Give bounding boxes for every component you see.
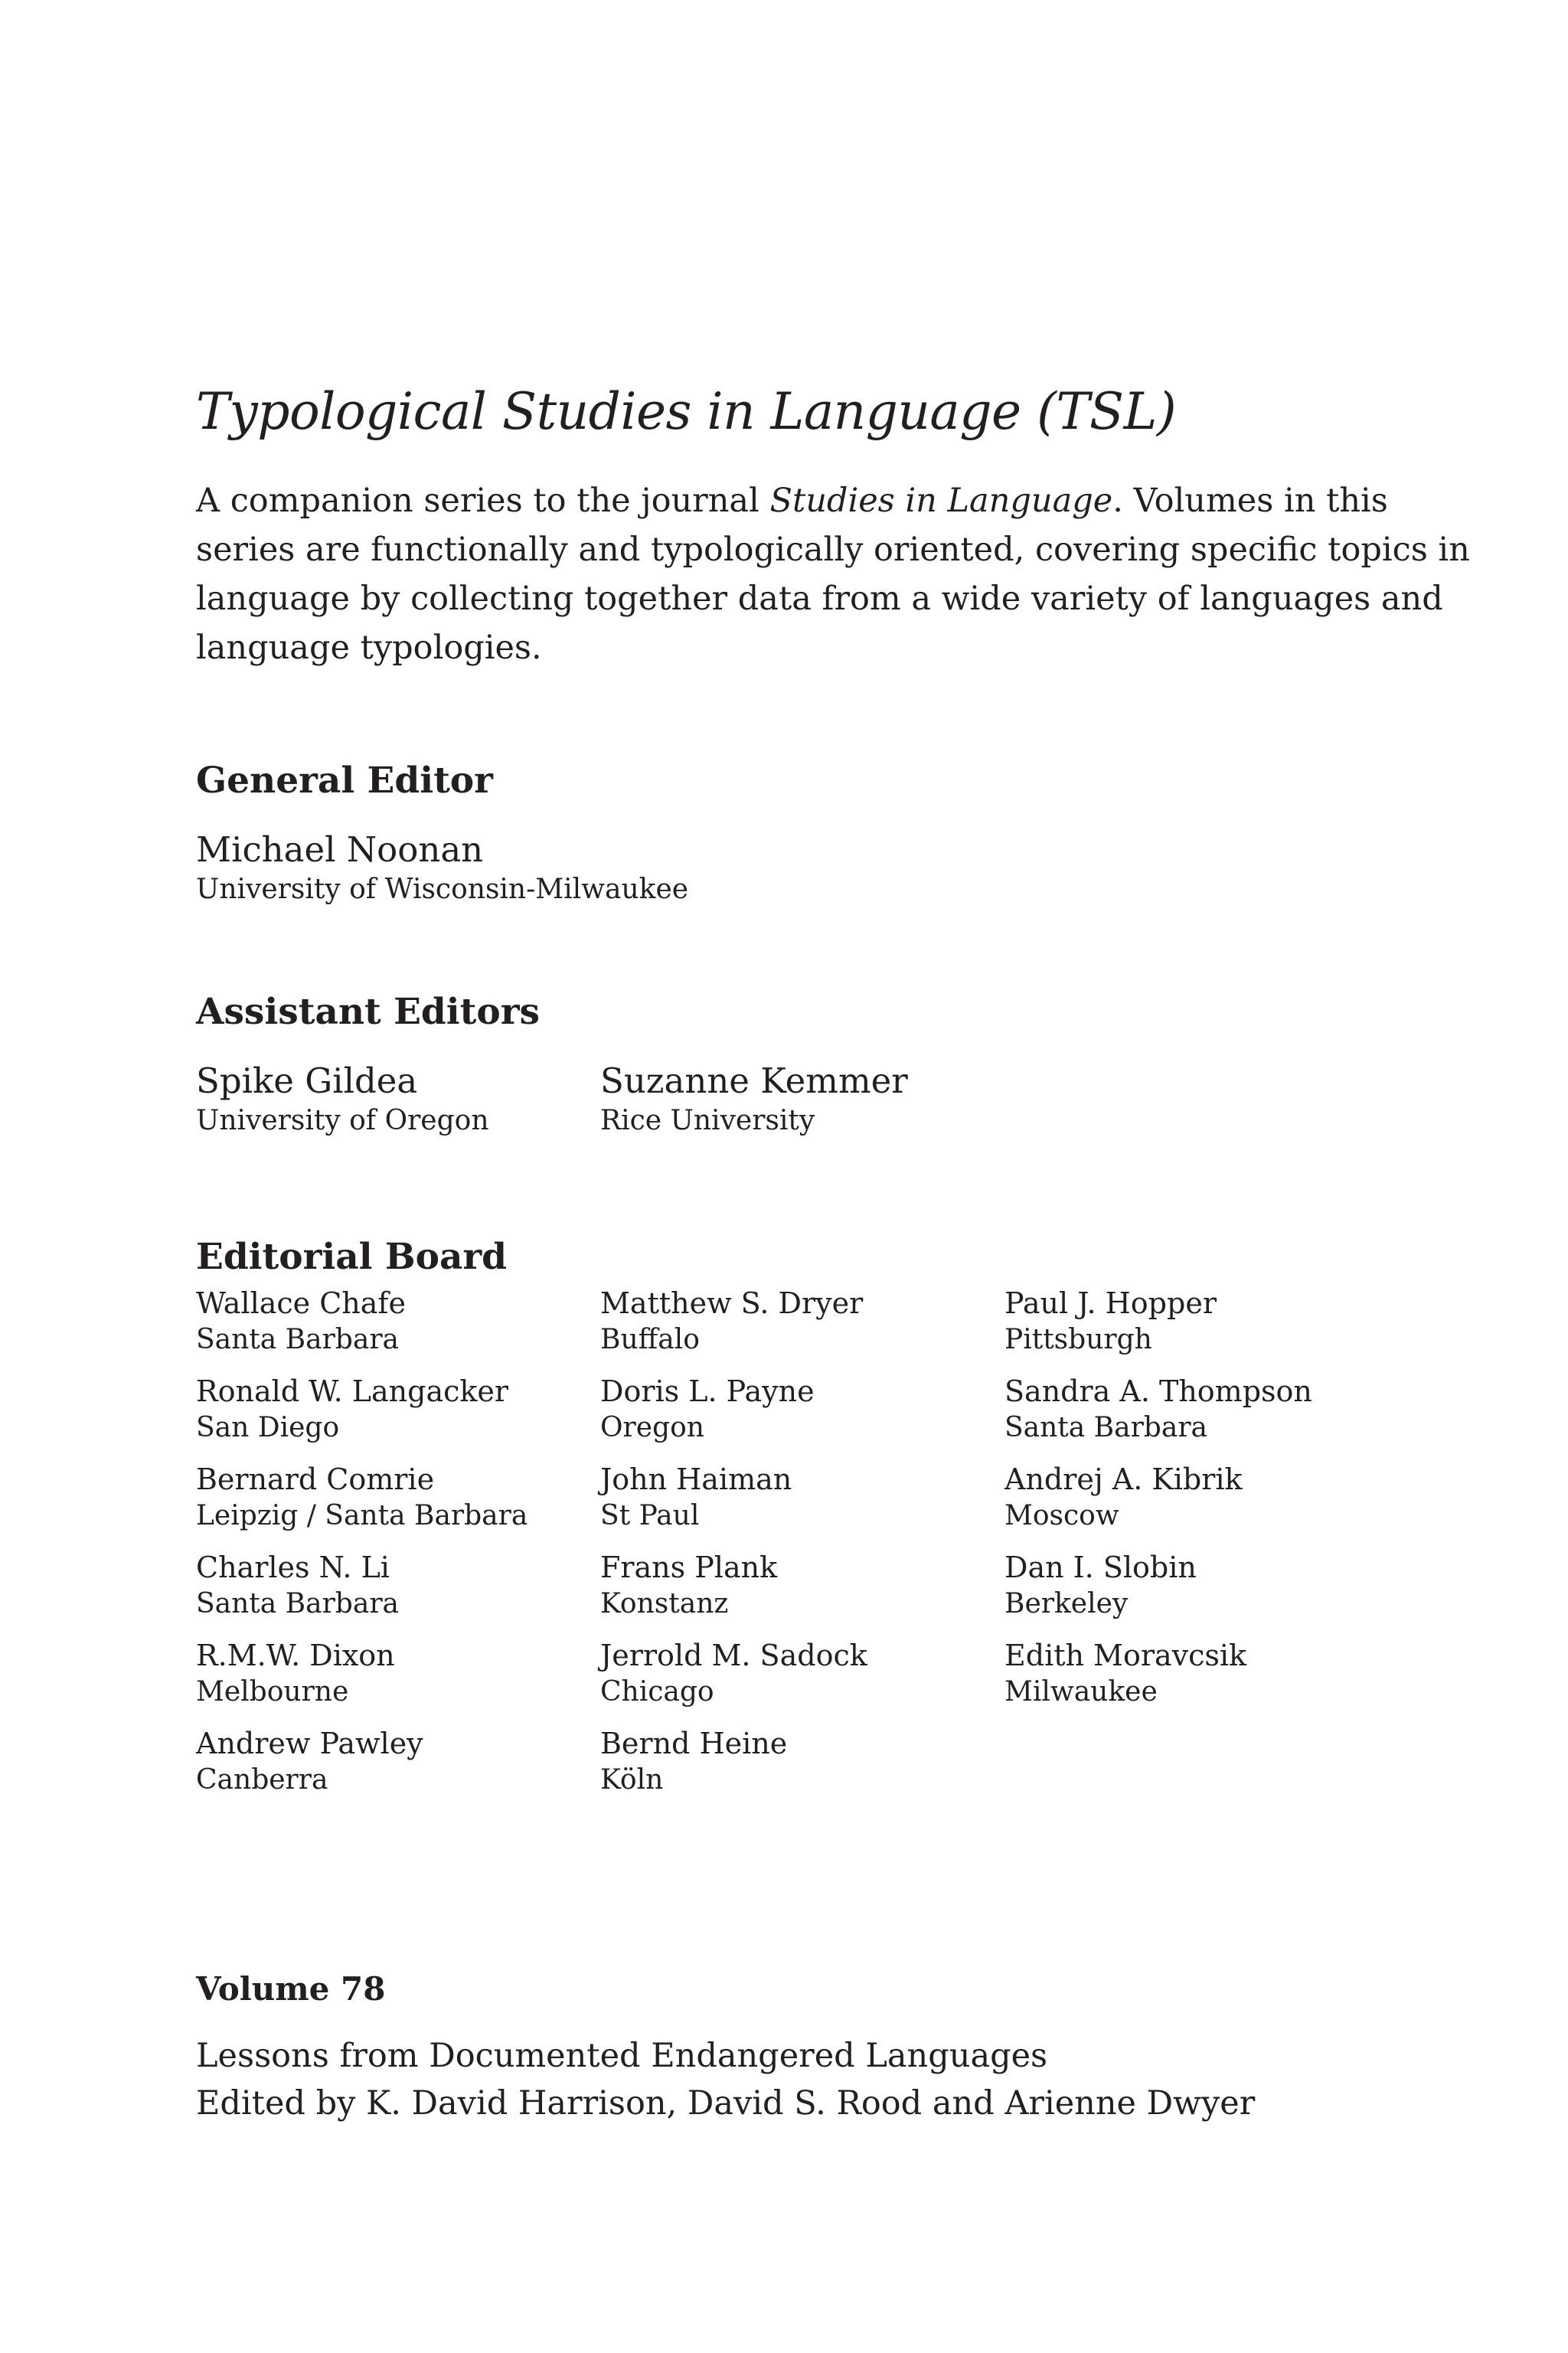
series-page	[196, 0, 1470, 2353]
board-column-3	[1004, 1285, 1403, 1725]
editor-name: Spike Gildea	[196, 1060, 418, 1101]
board-member	[600, 1461, 998, 1549]
volume-info	[196, 2032, 1255, 2127]
board-member	[196, 1373, 594, 1461]
board-member	[1004, 1285, 1403, 1373]
board-column-1	[196, 1285, 594, 1813]
member-name: Bernard Comrie	[196, 1462, 435, 1496]
member-affiliation: Konstanz	[600, 1588, 729, 1619]
member-name: Edith Moravcsik	[1004, 1639, 1247, 1672]
general-editor-heading: General Editor	[196, 760, 493, 802]
board-member	[1004, 1549, 1403, 1637]
member-name: Wallace Chafe	[196, 1286, 406, 1320]
board-member	[196, 1461, 594, 1549]
member-affiliation: Santa Barbara	[1004, 1412, 1207, 1443]
assistant-editor	[196, 1060, 489, 1139]
member-affiliation: Santa Barbara	[196, 1324, 399, 1355]
member-affiliation: Santa Barbara	[196, 1588, 399, 1619]
assistant-editor	[600, 1060, 908, 1139]
board-member	[1004, 1373, 1403, 1461]
member-name: Charles N. Li	[196, 1551, 390, 1584]
volume-number: Volume 78	[196, 1970, 386, 2008]
series-description	[196, 476, 1470, 672]
member-affiliation: Berkeley	[1004, 1588, 1129, 1619]
member-name: Ronald W. Langacker	[196, 1374, 509, 1408]
member-name: John Haiman	[600, 1462, 792, 1496]
member-name: Andrew Pawley	[196, 1727, 423, 1760]
member-affiliation: Pittsburgh	[1004, 1324, 1152, 1355]
board-member	[196, 1285, 594, 1373]
member-name: Bernd Heine	[600, 1727, 788, 1760]
description-line-3: language by collecting together data from a wide variety of languages and	[196, 580, 1443, 618]
member-name: Matthew S. Dryer	[600, 1286, 864, 1320]
member-name: Paul J. Hopper	[1004, 1286, 1217, 1320]
editor-affiliation: University of Oregon	[196, 1105, 489, 1136]
board-member	[600, 1725, 998, 1813]
editorial-board-heading: Editorial Board	[196, 1236, 508, 1278]
member-affiliation: Leipzig / Santa Barbara	[196, 1500, 528, 1531]
assistant-editors-heading: Assistant Editors	[196, 991, 540, 1033]
editor-affiliation: University of Wisconsin-Milwaukee	[196, 874, 689, 905]
member-name: Jerrold M. Sadock	[600, 1639, 867, 1672]
member-affiliation: Melbourne	[196, 1676, 349, 1708]
member-name: Dan I. Slobin	[1004, 1551, 1197, 1584]
member-affiliation: San Diego	[196, 1412, 340, 1443]
general-editor	[196, 828, 688, 908]
journal-title: Studies in Language	[769, 482, 1113, 520]
editor-affiliation: Rice University	[600, 1105, 815, 1136]
board-member	[600, 1373, 998, 1461]
member-affiliation: Chicago	[600, 1676, 714, 1708]
volume-title: Lessons from Documented Endangered Languages	[196, 2037, 1048, 2075]
board-member	[600, 1637, 998, 1725]
member-name: Sandra A. Thompson	[1004, 1374, 1312, 1408]
member-name: Andrej A. Kibrik	[1004, 1462, 1243, 1496]
description-text-end: . Volumes in this	[1112, 482, 1388, 520]
member-name: Doris L. Payne	[600, 1374, 815, 1408]
member-affiliation: Moscow	[1004, 1500, 1119, 1531]
description-line-4: language typologies.	[196, 629, 542, 667]
board-column-2	[600, 1285, 998, 1813]
member-name: Frans Plank	[600, 1551, 778, 1584]
editor-name: Michael Noonan	[196, 829, 484, 870]
series-title: Typological Studies in Language (TSL)	[196, 382, 1177, 441]
board-member	[1004, 1637, 1403, 1725]
editor-name: Suzanne Kemmer	[600, 1060, 908, 1101]
board-member	[196, 1637, 594, 1725]
member-affiliation: Buffalo	[600, 1324, 700, 1355]
member-name: R.M.W. Dixon	[196, 1639, 395, 1672]
editorial-board	[196, 1285, 1421, 1836]
board-member	[600, 1549, 998, 1637]
board-member	[196, 1549, 594, 1637]
member-affiliation: Milwaukee	[1004, 1676, 1158, 1708]
description-line-2: series are functionally and typologically oriented, covering specific topics in	[196, 531, 1470, 569]
volume-editors: Edited by K. David Harrison, David S. Rood and Arienne Dwyer	[196, 2084, 1256, 2123]
member-affiliation: St Paul	[600, 1500, 700, 1531]
description-text-start: A companion series to the journal	[196, 482, 770, 520]
board-member	[600, 1285, 998, 1373]
member-affiliation: Canberra	[196, 1764, 328, 1796]
description-line-1	[196, 476, 1406, 525]
member-affiliation: Oregon	[600, 1412, 704, 1443]
board-member	[1004, 1461, 1403, 1549]
member-affiliation: Köln	[600, 1764, 664, 1796]
board-member	[196, 1725, 594, 1813]
